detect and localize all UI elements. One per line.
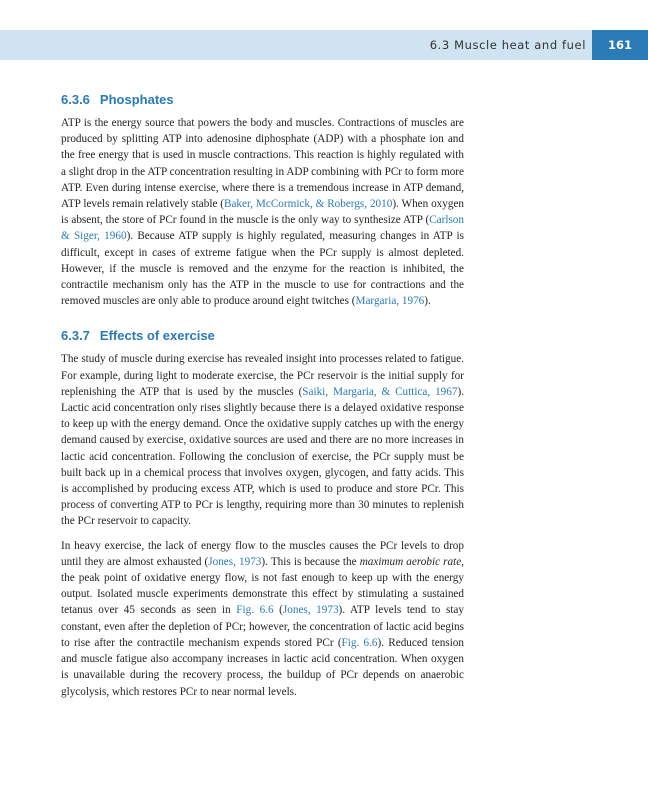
citation-link[interactable]: Saiki, Margaria, & Cuttica, 1967 (302, 385, 458, 398)
section-heading (61, 92, 464, 107)
text-run: ATP is the energy source that powers the body and muscles. Contractions of muscles are produced by splitting ATP into adenosine diphosphate (ADP) with a phosphate ion and the free energy that is used in muscle contractions. This reaction is highly regulated with a slight drop in the ATP concentration resulting in ADP combining with PCr to form more ATP. Even during intense exercise, where there is a tremendous increase in ATP demand, ATP levels remain relatively stable ( (61, 117, 464, 211)
section-phosphates (61, 92, 464, 309)
text-run: ). When oxygen is absent, the store of PCr found in the muscle is the only way to synthesize ATP ( (61, 198, 465, 227)
paragraph (61, 351, 464, 529)
page-number: 161 (592, 30, 648, 60)
paragraph (61, 115, 464, 309)
section-text (61, 115, 464, 309)
text-run: ). Reduced tension and muscle fatigue also accompany increases in lactic acid concentration. When oxygen is unavailable during the recovery process, the buildup of PCr depends on anaerobic glycolysis, which restores PCr to near normal levels. (61, 636, 464, 698)
citation-link[interactable]: Margaria, 1976 (355, 295, 425, 308)
text-run: ). Lactic acid concentration only rises slightly because there is a delayed oxidative response to keep up with the energy demand. Once the oxidative supply catches up with the energy demand caused by exercise, oxidative sources are used and there are no more increases in lactic acid concentration. Following the conclusion of exercise, the PCr supply must be built back up in a chemical process that involves oxygen, glycogen, and fatty acids. This is accomplished by producing excess ATP, which is used to produce and store PCr. This process of converting ATP to PCr is lengthy, requiring more than 30 minutes to replenish the PCr reservoir to capacity. (61, 385, 464, 528)
running-title: 6.3 Muscle heat and fuel (429, 38, 586, 52)
figure-link[interactable]: Fig. 6.6 (341, 636, 378, 649)
text-run: ). This is because the (261, 555, 360, 568)
section-effects-of-exercise (61, 328, 464, 699)
paragraph (61, 538, 464, 700)
text-run: ). ATP levels tend to stay constant, even after the depletion of PCr; however, the concentration of lactic acid begins to rise after the contractile mechanism expends stored PCr ( (61, 604, 464, 649)
page-body (61, 92, 464, 700)
emphasis-term: maximum aerobic rate (359, 555, 462, 568)
section-number: 6.3.7 (61, 328, 90, 344)
section-number: 6.3.6 (61, 92, 90, 107)
section-heading (61, 328, 464, 343)
section-text (61, 351, 464, 699)
text-run: ( (273, 604, 283, 617)
citation-link[interactable]: Baker, McCormick, & Robergs, 2010 (224, 198, 393, 211)
section-title: Effects of exercise (99, 328, 215, 344)
figure-link[interactable]: Fig. 6.6 (236, 604, 274, 617)
text-run: The study of muscle during exercise has revealed insight into processes related to fatigue. For example, during light to moderate exercise, the PCr reservoir is the initial supply for replenishing the ATP that is used by the muscles ( (61, 353, 464, 398)
text-run: In heavy exercise, the lack of energy flow to the muscles causes the PCr levels to drop until they are almost exhausted ( (61, 539, 464, 568)
text-run: , the peak point of oxidative energy flow, is not fast enough to keep up with the energy output. Isolated muscle experiments demonstrate this effect by stimulating a sustained tetanus over 45 seconds as seen in (61, 555, 464, 617)
citation-link[interactable]: Jones, 1973 (208, 555, 262, 568)
text-run: ). Because ATP supply is highly regulated, measuring changes in ATP is difficult, except in cases of extreme fatigue when the PCr supply is almost depleted. However, if the muscle is removed and the enzyme for the reaction is inhibited, the contractile mechanism only has the ATP in the muscle to use for contractions and the removed muscles are only able to produce around eight twitches ( (61, 230, 464, 308)
citation-link[interactable]: Jones, 1973 (282, 604, 339, 617)
text-run: ). (424, 295, 431, 308)
section-title: Phosphates (99, 92, 174, 107)
citation-link[interactable]: Carlson & Siger, 1960 (61, 214, 464, 243)
